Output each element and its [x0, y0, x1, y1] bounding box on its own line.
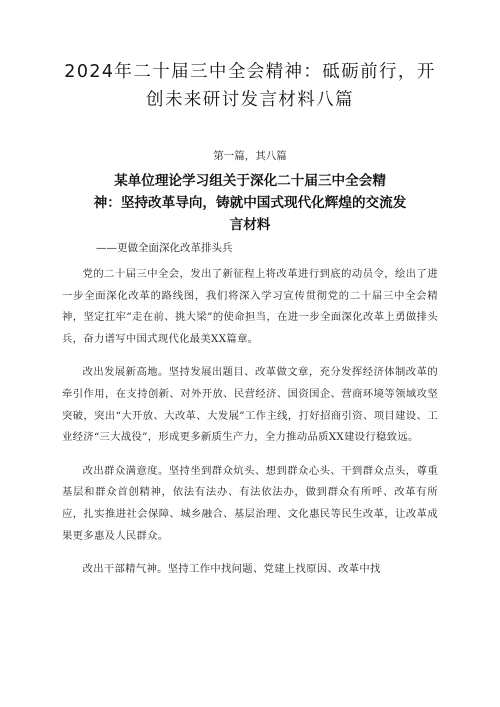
body-paragraph-3: 改出群众满意度。坚持坐到群众炕头、想到群众心头、干到群众点头，尊重基层和群众首创精神，依法有法办、有法依法办，做到群众有所呼、改革有所应，扎实推进社会保障、城乡融合、基层治理、文化惠民等民生改革，让改革成果更多惠及人民群众。 [62, 464, 438, 542]
body-paragraph-1: 党的二十届三中全会，发出了新征程上将改革进行到底的动员令，绘出了进一步全面深化改革的路线图，我们将深入学习宣传贯彻党的二十届三中全会精神，坚定扛牢”走在前、挑大梁”的使命担当，在进一步全面深化改革上勇做排头兵，奋力谱写中国式现代化最美XX篇章。 [62, 268, 438, 345]
article-title-line-3: 言材料 [229, 217, 271, 233]
article-title-line-1: 某单位理论学习组关于深化二十届三中全会精 [114, 173, 386, 189]
document-title-line-1: 2024年二十届三中全会精神：砥砺前行，开 [64, 62, 436, 82]
document-title [62, 58, 438, 114]
article-byline: ——更做全面深化改革排头兵 [96, 242, 233, 254]
article-title-line-2: 神：坚持改革导向，铸就中国式现代化辉煌的交流发 [93, 195, 407, 211]
body-paragraph-2: 改出发展新高地。坚持发展出题目、改革做文章，充分发挥经济体制改革的牵引作用，在支持创新、对外开放、民营经济、国资国企、营商环境等领域攻坚突破，突出“大开放、大改革、大发展”工作主线，打好招商引资、项目建设、工业经济“三大战役”，形成更多新质生产力，全力推动品质XX建设行稳致远。 [62, 366, 438, 444]
section-label: 第一篇，其八篇 [213, 150, 287, 162]
body-paragraph-4: 改出干部精气神。坚持工作中找问题、党建上找原因、改革中找 [82, 563, 381, 576]
article-title [70, 170, 430, 236]
document-title-line-2: 创未来研讨发言材料八篇 [146, 90, 354, 110]
